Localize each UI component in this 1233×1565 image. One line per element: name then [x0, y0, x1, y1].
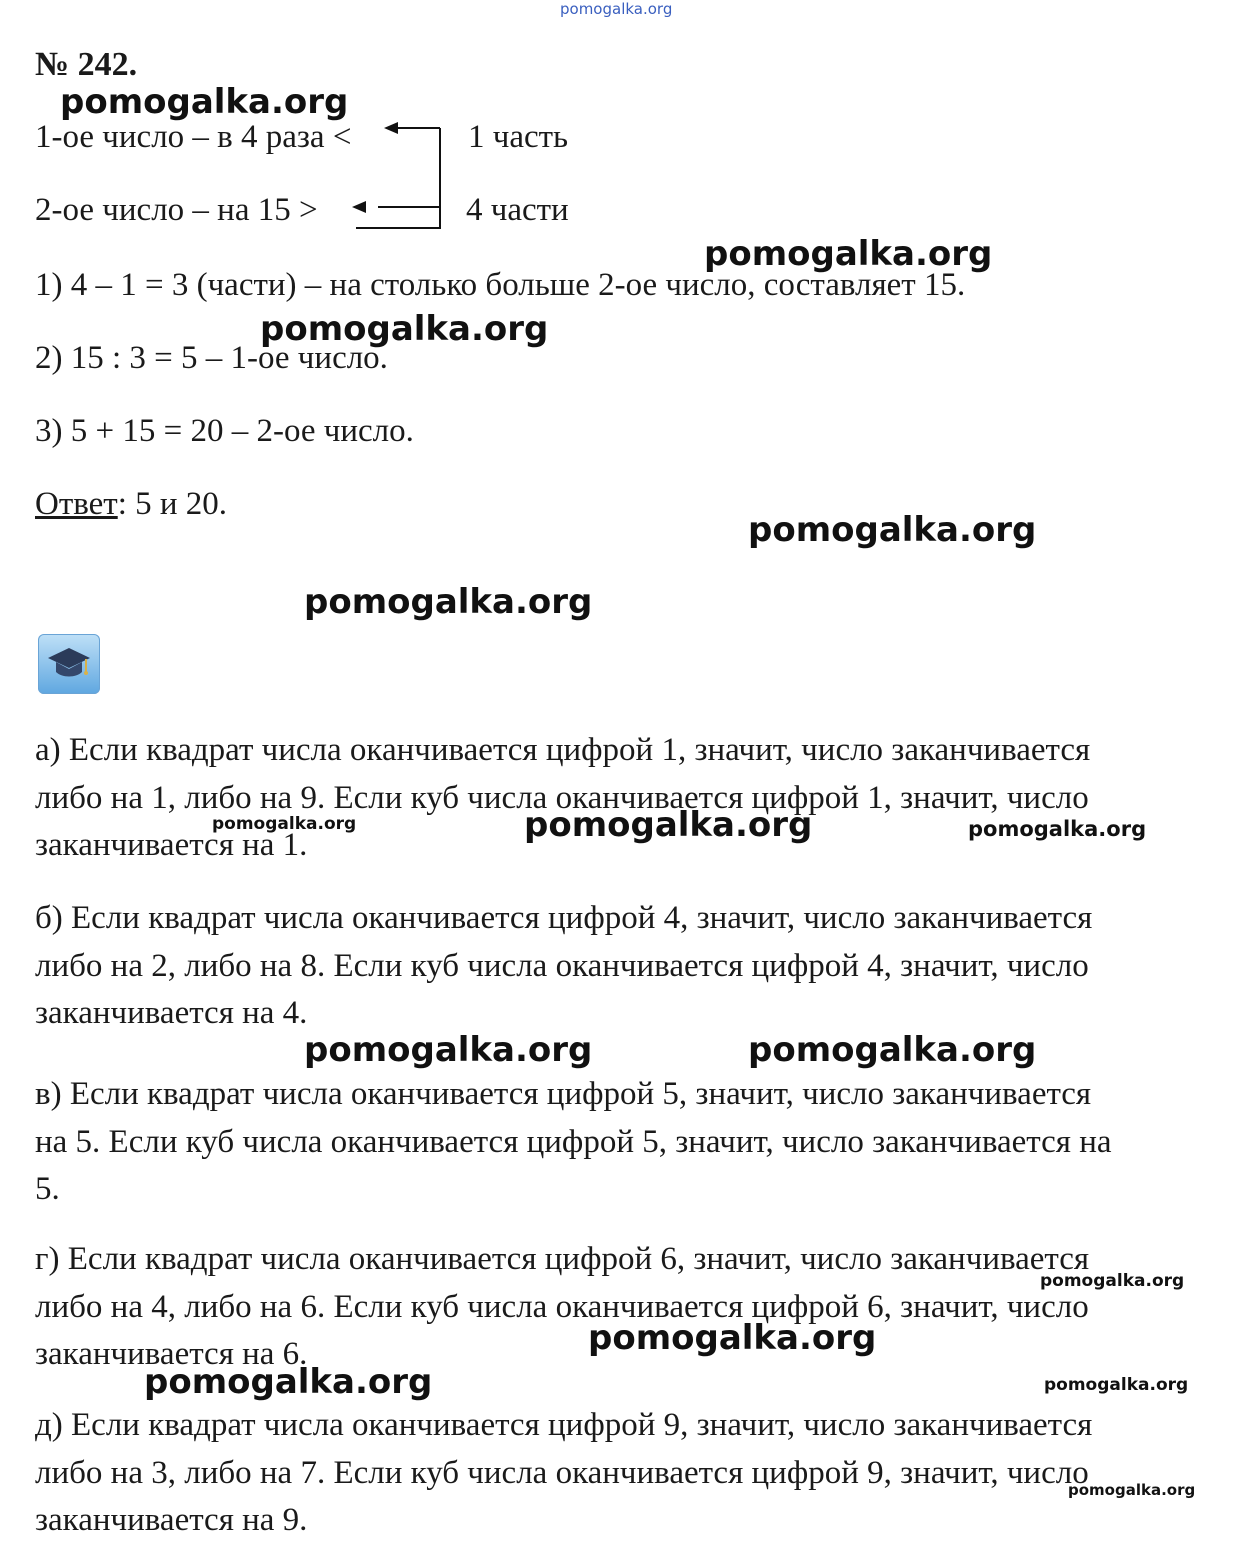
- watermark: pomogalka.org: [304, 1030, 593, 1070]
- watermark: pomogalka.org: [1044, 1375, 1189, 1395]
- arrow-head-upper: [384, 122, 398, 134]
- paragraph-d-line-1: д) Если квадрат числа оканчивается цифрой 9, значит, число заканчивается: [35, 1407, 1093, 1443]
- paragraph-g-line-2: либо на 4, либо на 6. Если куб числа оканчивается цифрой 6, значит, число: [35, 1288, 1089, 1325]
- top-watermark[interactable]: pomogalka.org: [560, 0, 673, 18]
- watermark: pomogalka.org: [1068, 1481, 1196, 1499]
- paragraph-d-line-2: либо на 3, либо на 7. Если куб числа оканчивается цифрой 9, значит, число: [35, 1454, 1089, 1491]
- paragraph-a: [35, 727, 1205, 870]
- watermark: pomogalka.org: [524, 805, 813, 845]
- scheme-line-1: 1-ое число – в 4 раза <: [35, 119, 352, 155]
- paragraph-v-line-1: в) Если квадрат числа оканчивается цифрой 5, значит, число заканчивается: [35, 1076, 1092, 1112]
- scheme-arrows: [340, 110, 460, 240]
- scheme-line-2: 2-ое число – на 15 >: [35, 192, 318, 228]
- paragraph-d: [35, 1402, 1205, 1545]
- paragraph-b-line-3: заканчивается на 4.: [35, 995, 308, 1031]
- answer-text: : 5 и 20.: [117, 486, 228, 522]
- watermark: pomogalka.org: [1040, 1271, 1185, 1291]
- paragraph-b-line-1: б) Если квадрат числа оканчивается цифрой 4, значит, число заканчивается: [35, 900, 1093, 936]
- watermark: pomogalka.org: [968, 817, 1147, 841]
- step-2: 2) 15 : 3 = 5 – 1-ое число.: [35, 340, 388, 376]
- watermark: pomogalka.org: [212, 814, 357, 834]
- paragraph-b-line-2: либо на 2, либо на 8. Если куб числа оканчивается цифрой 4, значит, число: [35, 947, 1089, 984]
- paragraph-b: [35, 895, 1205, 1038]
- step-3: 3) 5 + 15 = 20 – 2-ое число.: [35, 413, 414, 449]
- paragraph-a-line-2: либо на 1, либо на 9. Если куб числа оканчивается цифрой 1, значит, число: [35, 779, 1089, 816]
- watermark: pomogalka.org: [748, 1030, 1037, 1070]
- paragraph-g-line-3: заканчивается на 6.: [35, 1336, 308, 1372]
- paragraph-v-line-3: 5.: [35, 1171, 60, 1207]
- paragraph-a-line-1: а) Если квадрат числа оканчивается цифрой 1, значит, число заканчивается: [35, 732, 1091, 768]
- watermark: pomogalka.org: [304, 582, 593, 622]
- arrow-head-middle: [352, 201, 366, 213]
- problem-number: № 242.: [35, 46, 138, 83]
- paragraph-g-line-1: г) Если квадрат числа оканчивается цифрой 6, значит, число заканчивается: [35, 1241, 1090, 1277]
- watermark: pomogalka.org: [144, 1362, 433, 1402]
- graduation-cap-icon: [38, 634, 100, 694]
- watermark: pomogalka.org: [704, 234, 993, 274]
- watermark: pomogalka.org: [60, 82, 349, 122]
- answer: [35, 488, 227, 521]
- scheme-part-1: 1 часть: [468, 119, 569, 155]
- paragraph-d-line-3: заканчивается на 9.: [35, 1502, 308, 1538]
- paragraph-a-line-3: заканчивается на 1.: [35, 827, 308, 863]
- paragraph-v: [35, 1071, 1205, 1214]
- watermark: pomogalka.org: [748, 510, 1037, 550]
- scheme-part-2: 4 части: [466, 192, 569, 228]
- answer-label: Ответ: [35, 486, 118, 522]
- watermark: pomogalka.org: [588, 1318, 877, 1358]
- watermark: pomogalka.org: [260, 309, 549, 349]
- step-1: 1) 4 – 1 = 3 (части) – на столько больше 2-ое число, составляет 15.: [35, 267, 966, 303]
- paragraph-v-line-2: на 5. Если куб числа оканчивается цифрой 5, значит, число заканчивается на: [35, 1123, 1112, 1160]
